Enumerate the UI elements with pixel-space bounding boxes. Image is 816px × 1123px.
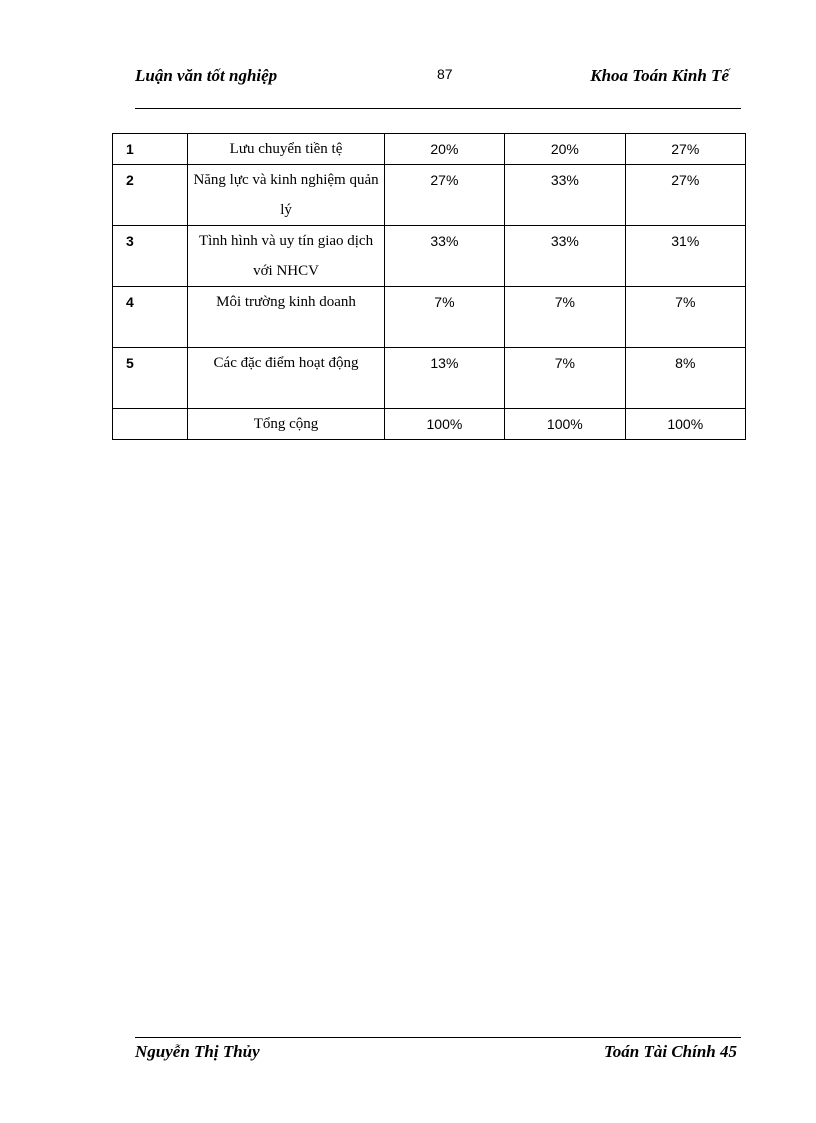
row-number: 3 (113, 226, 188, 287)
row-number: 4 (113, 287, 188, 348)
criterion-name: Các đặc điểm hoạt động (188, 348, 384, 409)
table-row (113, 348, 746, 409)
header-thesis-title: Luận văn tốt nghiệp (135, 66, 278, 85)
weight-value-1: 27% (384, 165, 504, 226)
table-row (113, 287, 746, 348)
weight-value-2: 33% (505, 165, 625, 226)
weight-value-3: 27% (625, 134, 745, 165)
weight-value-1: 13% (384, 348, 504, 409)
total-value-1: 100% (384, 409, 504, 440)
total-value-3: 100% (625, 409, 745, 440)
page-number: 87 (437, 66, 453, 82)
weight-value-1: 20% (384, 134, 504, 165)
weight-value-1: 7% (384, 287, 504, 348)
row-number: 2 (113, 165, 188, 226)
author-name: Nguyễn Thị Thủy (135, 1042, 260, 1061)
table-row (113, 165, 746, 226)
row-number: 1 (113, 134, 188, 165)
weight-value-1: 33% (384, 226, 504, 287)
total-value-2: 100% (505, 409, 625, 440)
criterion-name: Môi trường kinh doanh (188, 287, 384, 348)
weight-value-2: 20% (505, 134, 625, 165)
row-number: 5 (113, 348, 188, 409)
total-label: Tổng cộng (188, 409, 384, 440)
weight-value-3: 31% (625, 226, 745, 287)
header-faculty: Khoa Toán Kinh Tế (590, 66, 729, 85)
weight-value-2: 7% (505, 348, 625, 409)
page-header (135, 60, 741, 109)
page-footer (135, 1037, 741, 1078)
table-row (113, 134, 746, 165)
criterion-name: Năng lực và kinh nghiệm quản lý (188, 165, 384, 226)
weight-value-3: 27% (625, 165, 745, 226)
criterion-name: Tình hình và uy tín giao dịch với NHCV (188, 226, 384, 287)
table-row (113, 226, 746, 287)
weight-value-3: 8% (625, 348, 745, 409)
weight-value-3: 7% (625, 287, 745, 348)
table-total-row (113, 409, 746, 440)
criteria-weight-table (112, 133, 746, 440)
row-number (113, 409, 188, 440)
class-name: Toán Tài Chính 45 (603, 1042, 737, 1061)
criterion-name: Lưu chuyển tiền tệ (188, 134, 384, 165)
weight-value-2: 33% (505, 226, 625, 287)
weight-value-2: 7% (505, 287, 625, 348)
